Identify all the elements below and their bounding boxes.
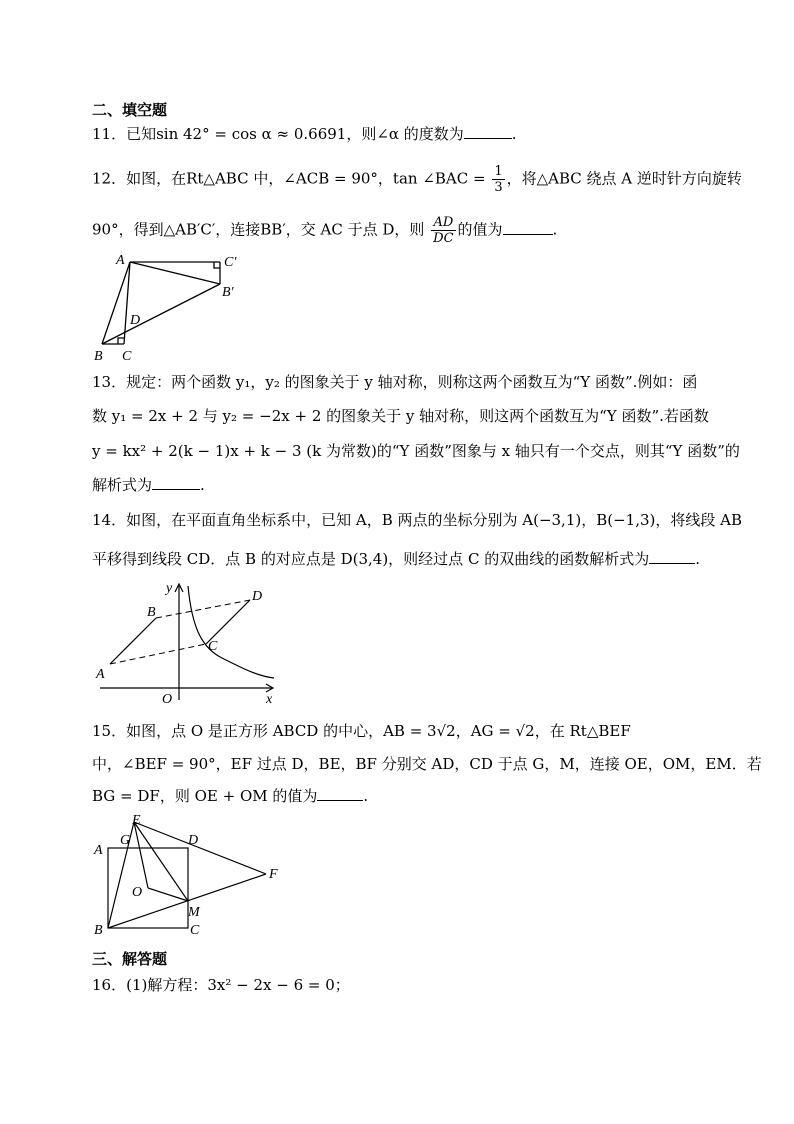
q12-number: 12． (92, 169, 127, 188)
q15-number: 15． (92, 722, 127, 740)
question-12-line2 (92, 215, 557, 246)
section-title-solution: 三、解答题 (92, 950, 168, 968)
q11-answer-blank[interactable] (464, 126, 512, 139)
fig12-label-C: C (122, 349, 132, 364)
fig14-label-y: y (166, 581, 173, 596)
q12-fraction-one-third: $\frac{1}{3}$ (494, 164, 503, 195)
question-11 (92, 125, 517, 143)
q14-answer-blank[interactable] (649, 551, 695, 564)
q12-line1b: ，将△ABC 绕点 A 逆时针方向旋转 (506, 169, 742, 188)
question-13-line4 (92, 476, 205, 494)
q11-number: 11． (92, 125, 127, 143)
q12-line1a: 如图，在Rt△ABC 中，∠ACB = 90°，tan ∠BAC = (126, 169, 486, 188)
fig15-label-M: M (188, 905, 200, 920)
fig15-label-D: D (188, 833, 199, 848)
fig15-label-G: G (120, 833, 131, 848)
question-13-line1 (92, 373, 697, 391)
q15-end: . (363, 787, 369, 805)
question-13-line2: 数 y₁ = 2x + 2 与 y₂ = −2x + 2 的图象关于 y 轴对称，则这两个函数互为“Y 函数”.若函数 (92, 407, 709, 425)
q14-line2: 平移得到线段 CD．点 B 的对应点是 D(3,4)，则经过点 C 的双曲线的函数解析式为 (92, 550, 650, 568)
q13-number: 13． (92, 373, 127, 391)
q11-end: . (511, 125, 517, 143)
fig15-label-A: A (94, 843, 103, 858)
fig12-label-B2: B′ (222, 285, 234, 300)
q12-line2a: 90°，得到△AB′C′，连接BB′，交 AC 于点 D，则 (92, 220, 425, 239)
fig12-label-D: D (130, 313, 141, 328)
question-14-line1 (92, 511, 742, 529)
fig15-label-E: E (132, 813, 141, 828)
question-16 (92, 976, 350, 994)
q15-line3: BG = DF，则 OE + OM 的值为 (92, 787, 318, 805)
q12-answer-blank[interactable] (503, 222, 553, 235)
question-15-line1 (92, 722, 631, 740)
fig15-label-O: O (132, 885, 143, 900)
question-12-line1 (92, 164, 742, 195)
fig14-label-x: x (266, 692, 273, 707)
figure-q12-triangle (88, 250, 248, 365)
q16-text: (1)解方程：3x² − 2x − 6 = 0； (126, 976, 350, 994)
question-15-line3 (92, 787, 368, 805)
question-13-line3: y = kx² + 2(k − 1)x + k − 3 (k 为常数)的“Y 函数”图象与 x 轴只有一个交点，则其“Y 函数”的 (92, 442, 740, 460)
q15-line1: 如图，点 O 是正方形 ABCD 的中心，AB = 3√2，AG = √2，在 Rt△BEF (126, 722, 631, 740)
fig12-label-B: B (94, 349, 103, 364)
q13-end: . (200, 476, 205, 494)
question-14-line2 (92, 550, 700, 568)
fig15-label-C: C (190, 923, 200, 937)
fig14-label-B: B (147, 605, 156, 620)
section-title-fill-in: 二、填空题 (92, 101, 168, 119)
q14-line1: 如图，在平面直角坐标系中，已知 A，B 两点的坐标分别为 A(−3,1)，B(−1,3)，将线段 AB (126, 511, 742, 529)
fig12-label-A: A (116, 253, 125, 268)
q12-line2b: 的值为 (457, 220, 503, 239)
q14-number: 14． (92, 511, 127, 529)
fig15-label-F: F (269, 867, 278, 882)
q13-line1: 规定：两个函数 y₁，y₂ 的图象关于 y 轴对称，则称这两个函数互为“Y 函数”.例如：函 (126, 373, 698, 391)
q12-fraction-ad-dc: $\frac{AD}{DC}$ (433, 215, 454, 246)
fig14-label-A: A (96, 667, 105, 682)
q11-text: 已知sin 42° = cos α ≈ 0.6691，则∠α 的度数为 (126, 125, 464, 143)
q15-answer-blank[interactable] (317, 788, 363, 801)
figure-q15-square (88, 812, 288, 937)
fig14-label-D: D (252, 589, 263, 604)
q13-answer-blank[interactable] (152, 477, 200, 490)
fig14-label-C: C (208, 639, 218, 654)
figure-q14-coordinate-plane (92, 578, 282, 708)
q13-line4: 解析式为 (92, 476, 153, 494)
q14-end: . (695, 550, 700, 568)
question-15-line2: 中，∠BEF = 90°，EF 过点 D，BE，BF 分别交 AD，CD 于点 G，M，连接 OE，OM，EM．若 (92, 755, 762, 773)
q12-end: . (552, 220, 558, 239)
fig14-label-O: O (162, 692, 173, 707)
fig12-label-C2: C′ (224, 255, 237, 270)
fig15-label-B: B (94, 923, 103, 937)
q16-number: 16． (92, 976, 127, 994)
